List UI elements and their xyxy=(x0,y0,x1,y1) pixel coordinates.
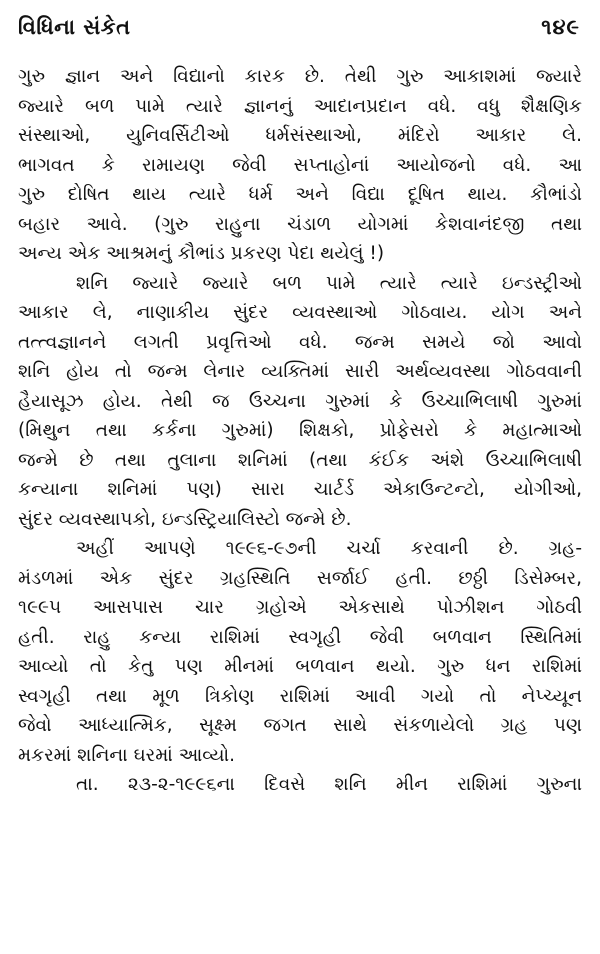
text-line: તા. ૨૩-૨-૧૯૯૬ના દિવસે શનિ મીન રાશિમાં ગુરુના xyxy=(76,774,582,795)
page-number: ૧૪૯ xyxy=(541,14,580,39)
text-line: હતી. રાહુ કન્યા રાશિમાં સ્વગૃહી જેવી બળવાન સ્થિતિમાં xyxy=(18,626,582,648)
text-line: બહાર આવે. (ગુરુ રાહુના ચંડાળ યોગમાં કેશવાનંદજી તથા xyxy=(18,213,582,235)
text-line: મકરમાં શનિના ઘરમાં આવ્યો. xyxy=(18,744,235,766)
text-line: જેવો આધ્યાત્મિક, સૂક્ષ્મ જગત સાથે સંકળાયેલો ગ્રહ પણ xyxy=(18,715,582,736)
text-line: ગુરુ દોષિત થાય ત્યારે ધર્મ અને વિદ્યા દૂષિત થાય. કૌભાંડો xyxy=(18,184,582,205)
text-line: શનિ જ્યારે જ્યારે બળ પામે ત્યારે ત્યારે ઇન્ડસ્ટ્રીઓ xyxy=(76,272,582,294)
page-header xyxy=(18,10,580,44)
text-line: ગુરુ જ્ઞાન અને વિદ્યાનો કારક છે. તેથી ગુરુ આકાશમાં જ્યારે xyxy=(18,66,582,87)
text-line: જ્યારે બળ પામે ત્યારે જ્ઞાનનું આદાનપ્રદાન વધે. વધુ શૈક્ષણિક xyxy=(18,95,582,117)
text-line: આકાર લે, નાણાકીય સુંદર વ્યવસ્થાઓ ગોઠવાય. યોગ અને xyxy=(18,302,582,323)
text-line: જન્મે છે તથા તુલાના શનિમાં (તથા કંઈક અંશે ઉચ્ચાભિલાષી xyxy=(18,449,582,471)
running-title: વિધિના સંકેત xyxy=(18,14,131,39)
text-line: તત્ત્વજ્ઞાનને લગતી પ્રવૃત્તિઓ વધે. જન્મ સમયે જો આવો xyxy=(18,331,582,353)
text-line: સ્વગૃહી તથા મૂળ ત્રિકોણ રાશિમાં આવી ગયો તો નેપ્ચ્યૂન xyxy=(18,685,582,707)
text-line: ભાગવત કે રામાયણ જેવી સપ્તાહોનાં આયોજનો વધે. આ xyxy=(18,154,582,176)
text-line: અન્ય એક આશ્રમનું કૌભાંડ પ્રકરણ પેદા થયેલું !) xyxy=(18,243,385,264)
text-line: અહીં આપણે ૧૯૯૬-૯૭ની ચર્ચા કરવાની છે. ગ્રહ- xyxy=(76,538,582,559)
text-line: આવ્યો તો કેતુ પણ મીનમાં બળવાન થયો. ગુરુ ધન રાશિમાં xyxy=(18,656,582,677)
text-line: ૧૯૯૫ આસપાસ ચાર ગ્રહોએ એકસાથે પોઝીશન ગોઠવી xyxy=(18,597,582,618)
text-line: હૈયાસૂઝ હોય. તેથી જ ઉચ્ચના ગુરુમાં કે ઉચ્ચાભિલાષી ગુરુમાં xyxy=(18,390,582,412)
text-line: શનિ હોય તો જન્મ લેનાર વ્યક્તિમાં સારી અર્થવ્યવસ્થા ગોઠવવાની xyxy=(18,361,582,382)
text-line: (મિથુન તથા કર્કના ગુરુમાં) શિક્ષકો, પ્રોફેસરો કે મહાત્માઓ xyxy=(18,420,582,441)
text-line: મંડળમાં એક સુંદર ગ્રહસ્થિતિ સર્જાઈ હતી. છઠ્ઠી ડિસેમ્બર, xyxy=(18,567,582,589)
text-line: સુંદર વ્યવસ્થાપકો, ઇન્ડસ્ટ્રિયાલિસ્ટો જન્મે છે. xyxy=(18,508,352,530)
text-line: કન્યાના શનિમાં પણ) સારા ચાર્ટર્ડ એકાઉન્ટન્ટો, યોગીઓ, xyxy=(18,479,582,500)
body-text xyxy=(18,62,582,800)
text-line: સંસ્થાઓ, યુનિવર્સિટીઓ ધર્મસંસ્થાઓ, મંદિરો આકાર લે. xyxy=(18,125,582,146)
